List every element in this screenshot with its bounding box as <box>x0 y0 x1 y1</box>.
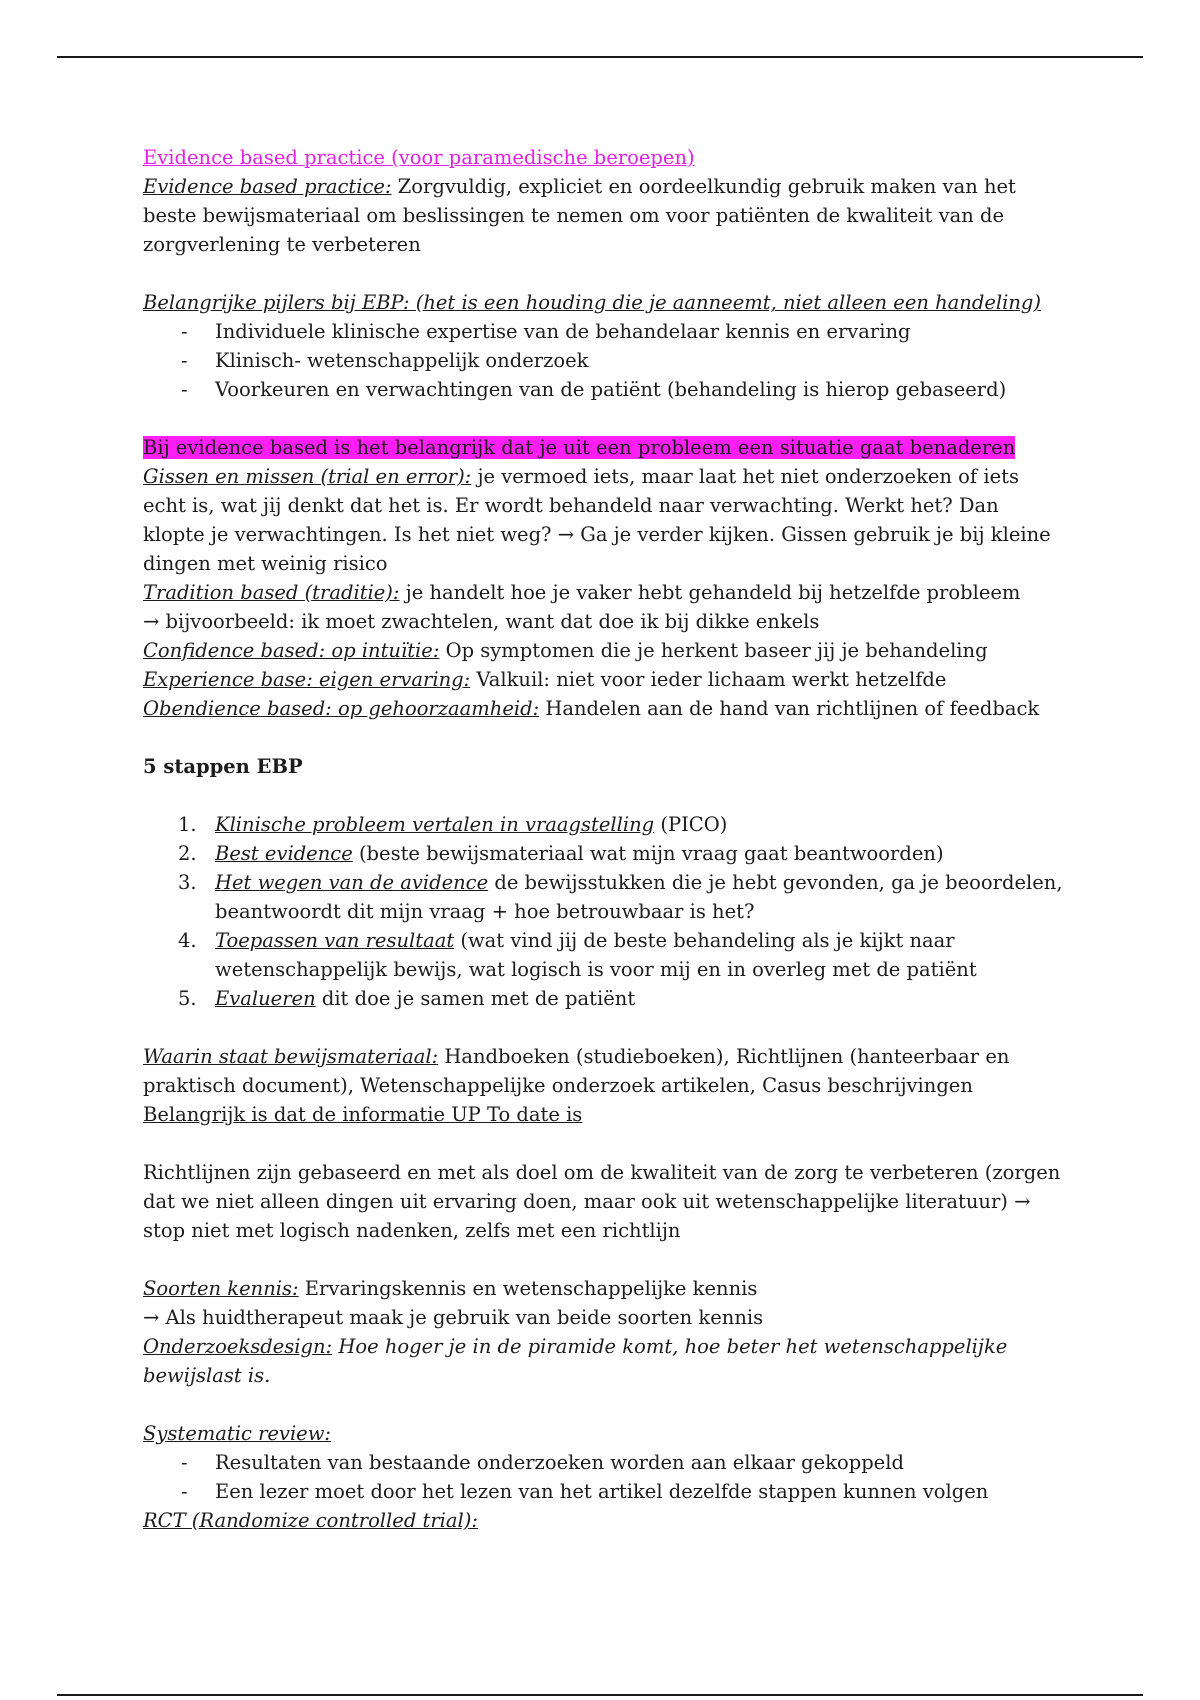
approach-obedience: Obendience based: op gehoorzaamheid: Handelen aan de hand van richtlijnen of feedback <box>143 697 1040 720</box>
steps-list <box>143 810 1063 1013</box>
research-design: Onderzoeksdesign: Hoe hoger je in de piramide komt, hoe beter het wetenschappelijke bewijslast is. <box>143 1335 1008 1387</box>
pillars-heading: Belangrijke pijlers bij EBP: (het is een houding die je aanneemt, niet alleen een handeling) <box>143 291 1042 314</box>
definition-text: Zorgvuldig, expliciet en oordeelkundig gebruik maken van het beste bewijsmateriaal om beslissingen te nemen om voor patiënten de kwaliteit van de zorgverlening te verbeteren <box>143 175 1016 256</box>
list-item: 3. Het wegen van de avidence de bewijsstukken die je hebt gevonden, ga je beoordelen, beantwoordt dit mijn vraag + hoe betrouwbaar is het? <box>178 871 1063 923</box>
up-to-date-note: Belangrijk is dat de informatie UP To date is <box>143 1103 583 1126</box>
approach-trial-error: Gissen en missen (trial en error): je vermoed iets, maar laat het niet onderzoeken of iets echt is, wat jij denkt dat het is. Er wordt behandeld naar verwachting. Werkt het? Dan klopte je verwachtingen. Is het niet weg? → Ga je verder kijken. Gissen gebruik je bij kleine dingen met weinig risico <box>143 465 1051 575</box>
systematic-review-heading: Systematic review: <box>143 1422 331 1445</box>
list-item: 2. Best evidence (beste bewijsmateriaal wat mijn vraag gaat beantwoorden) <box>178 842 944 865</box>
evidence-sources: Waarin staat bewijsmateriaal: Handboeken (studieboeken), Richtlijnen (hanteerbaar en praktisch document), Wetenschappelijke onderzoek artikelen, Casus beschrijvingen <box>143 1045 1010 1097</box>
definition-term: Evidence based practice: <box>143 175 392 198</box>
bottom-rule <box>57 1694 1143 1696</box>
approach-experience: Experience base: eigen ervaring: Valkuil: niet voor ieder lichaam werkt hetzelfde <box>143 668 947 691</box>
list-item: - Individuele klinische expertise van de behandelaar kennis en ervaring <box>181 320 911 343</box>
knowledge-example: → Als huidtherapeut maak je gebruik van beide soorten kennis <box>143 1306 764 1329</box>
approach-confidence: Confidence based: op intuïtie: Op symptomen die je herkent baseer jij je behandeling <box>143 639 988 662</box>
approach-tradition-example: → bijvoorbeeld: ik moet zwachtelen, want dat doe ik bij dikke enkels <box>143 610 820 633</box>
list-item: 4. Toepassen van resultaat (wat vind jij de beste behandeling als je kijkt naar wetenschappelijk bewijs, wat logisch is voor mij en in overleg met de patiënt <box>178 929 977 981</box>
page-title: Evidence based practice (voor paramedische beroepen) <box>143 146 695 169</box>
list-item: 1. Klinische probleem vertalen in vraagstelling (PICO) <box>178 813 728 836</box>
approach-tradition: Tradition based (traditie): je handelt hoe je vaker hebt gehandeld bij hetzelfde probleem <box>143 581 1021 604</box>
list-item: 5. Evalueren dit doe je samen met de patiënt <box>178 987 636 1010</box>
definition-paragraph <box>143 172 1063 259</box>
rct-heading: RCT (Randomize controlled trial): <box>143 1509 478 1532</box>
pillars-list <box>143 317 1063 404</box>
guidelines-paragraph: Richtlijnen zijn gebaseerd en met als doel om de kwaliteit van de zorg te verbeteren (zorgen dat we niet alleen dingen uit ervaring doen, maar ook uit wetenschappelijke literatuur) → stop niet met logisch nadenken, zelfs met een richtlijn <box>143 1161 1061 1242</box>
top-rule <box>57 56 1143 58</box>
knowledge-types: Soorten kennis: Ervaringskennis en wetenschappelijke kennis <box>143 1277 758 1300</box>
list-item: - Voorkeuren en verwachtingen van de patiënt (behandeling is hierop gebaseerd) <box>181 378 1007 401</box>
systematic-review-list <box>143 1448 1063 1506</box>
list-item: - Een lezer moet door het lezen van het artikel dezelfde stappen kunnen volgen <box>181 1480 989 1503</box>
list-item: - Resultaten van bestaande onderzoeken worden aan elkaar gekoppeld <box>181 1451 904 1474</box>
steps-heading: 5 stappen EBP <box>143 755 303 778</box>
document-page <box>143 143 1063 1535</box>
list-item: - Klinisch- wetenschappelijk onderzoek <box>181 349 589 372</box>
highlighted-sentence: Bij evidence based is het belangrijk dat je uit een probleem een situatie gaat benaderen <box>143 436 1016 459</box>
